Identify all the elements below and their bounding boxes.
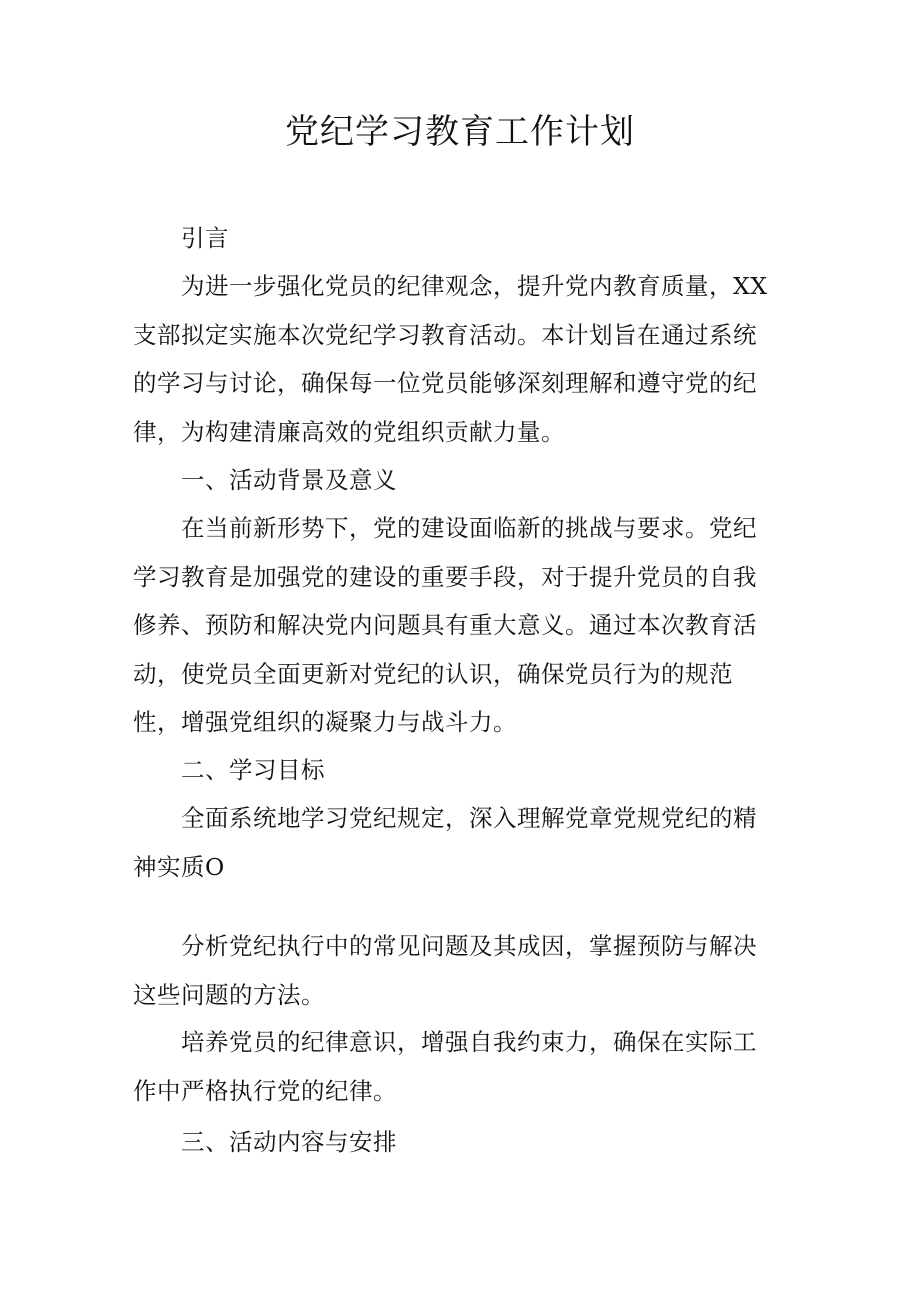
- section-heading-background: 一、活动背景及意义: [181, 466, 397, 494]
- goal-item-3: 培养党员的纪律意识，增强自我约束力，确保在实际工作中严格执行党的纪律。: [133, 1028, 757, 1105]
- goal-item-1: 全面系统地学习党纪规定，深入理解党章党规党纪的精神实质O: [133, 804, 757, 881]
- section-heading-content: 三、活动内容与安排: [181, 1128, 397, 1156]
- intro-paragraph: 为进一步强化党员的纪律观念，提升党内教育质量，XX支部拟定实施本次党纪学习教育活动。本计划旨在通过系统的学习与讨论，确保每一位党员能够深刻理解和遵守党的纪律，为构建清廉高效的党组织贡献力量。: [133, 272, 768, 446]
- goal-item-2: 分析党纪执行中的常见问题及其成因，掌握预防与解决这些问题的方法。: [133, 932, 757, 1009]
- section-heading-goals: 二、学习目标: [181, 756, 325, 784]
- background-paragraph: 在当前新形势下，党的建设面临新的挑战与要求。党纪学习教育是加强党的建设的重要手段，对于提升党员的自我修养、预防和解决党内问题具有重大意义。通过本次教育活动，使党员全面更新对党纪的认识，确保党员行为的规范性，增强党组织的凝聚力与战斗力。: [133, 514, 757, 736]
- document-title: 党纪学习教育工作计划: [285, 112, 635, 152]
- intro-heading: 引言: [181, 224, 229, 252]
